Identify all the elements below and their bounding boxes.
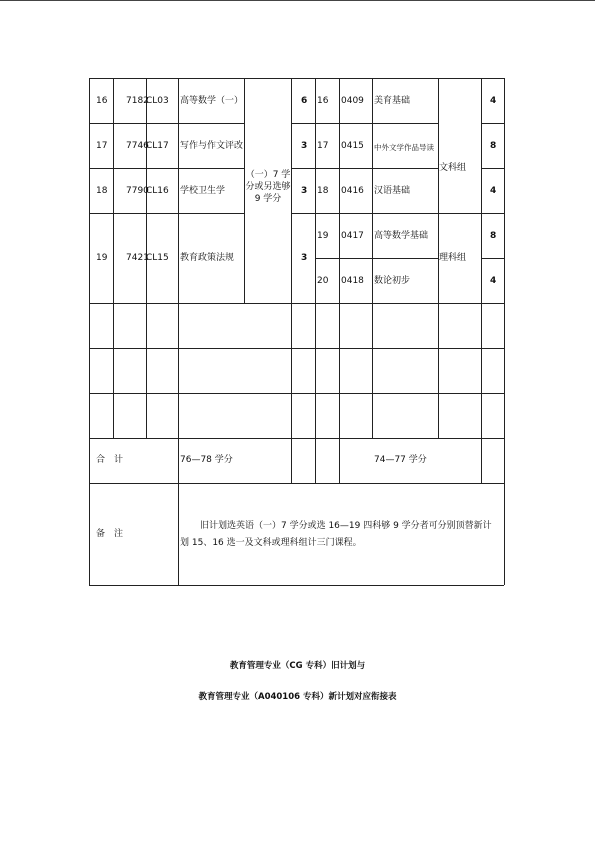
row-17-code: 7746 [126,141,149,151]
row-19-cl: CL15 [146,253,169,263]
row-18-new-credit: 4 [490,186,497,196]
row-19-no: 19 [96,253,108,263]
row-19-code: 7421 [126,253,149,263]
row-19-new-no: 19 [317,231,329,241]
row-19-new-credit: 8 [490,231,497,241]
row-16-new-credit: 4 [490,96,497,106]
row-18-new-name: 汉语基础 [374,186,411,196]
row-19-new-name: 高等数学基础 [374,231,429,241]
row-17-new-no: 17 [317,141,329,151]
row-17-new-code: 0415 [341,141,364,151]
total-new: 74—77 学分 [374,455,427,465]
row-16-new-code: 0409 [341,96,364,106]
row-18-cl: CL16 [146,186,169,196]
remark-label: 备 注 [96,529,124,539]
group-wenke: 文科组 [439,163,467,173]
row-20-new-name: 数论初步 [374,276,411,286]
row-20-new-credit: 4 [490,276,497,286]
total-old: 76—78 学分 [180,455,233,465]
row-19-credit: 3 [301,253,308,263]
row-17-name: 写作与作文评改 [180,141,244,151]
total-label: 合 计 [96,455,124,465]
row-16-new-no: 16 [317,96,329,106]
merged-note: （一）7 学分或另选够 9 学分 [245,170,291,204]
row-17-cl: CL17 [146,141,169,151]
remark-text: 旧计划选英语（一）7 学分或选 16—19 四科够 9 学分者可分别顶替新计划 15、16 选一及文科或理科组计三门课程。 [180,521,492,548]
row-16-name: 高等数学（一） [180,96,244,106]
row-20-new-no: 20 [317,276,329,286]
row-18-no: 18 [96,186,108,196]
row-16-credit: 6 [301,96,308,106]
row-19-new-code: 0417 [341,231,364,241]
row-18-code: 7790 [126,186,149,196]
row-18-new-code: 0416 [341,186,364,196]
row-17-credit: 3 [301,141,308,151]
row-16-new-name: 美育基础 [374,96,411,106]
caption-line-2: 教育管理专业（A040106 专科）新计划对应衔接表 [198,692,397,702]
group-like: 理科组 [439,253,467,263]
row-19-name: 教育政策法规 [180,253,235,263]
row-18-name: 学校卫生学 [180,186,226,196]
row-18-credit: 3 [301,186,308,196]
caption-line-1: 教育管理专业（CG 专科）旧计划与 [229,661,366,671]
row-20-new-code: 0418 [341,276,364,286]
row-17-new-credit: 8 [490,141,497,151]
row-16-no: 16 [96,96,108,106]
row-16-cl: CL03 [146,96,169,106]
row-16-code: 7182 [126,96,149,106]
row-17-new-name: 中外文学作品导读 [374,143,434,152]
row-18-new-no: 18 [317,186,329,196]
row-17-no: 17 [96,141,108,151]
